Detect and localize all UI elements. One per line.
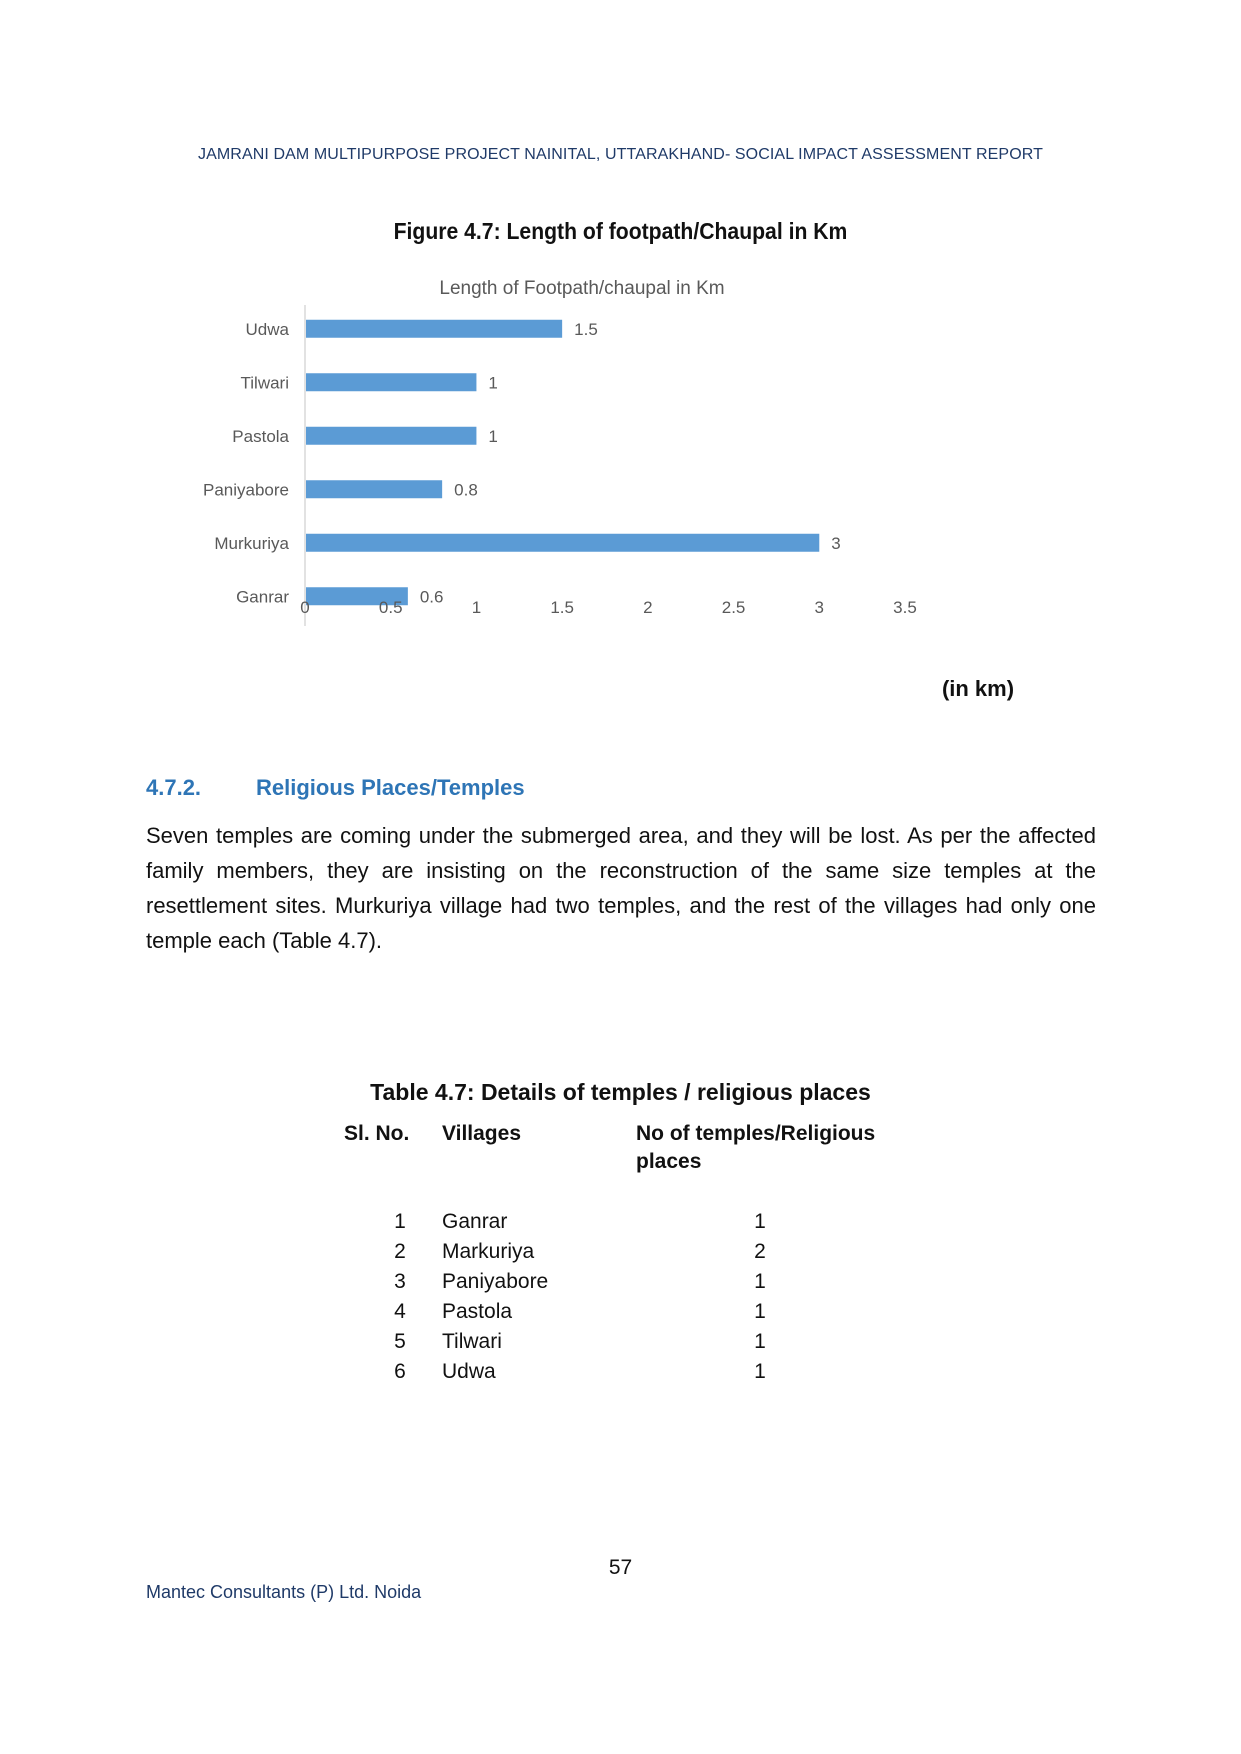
bar-paniyabore (306, 480, 442, 498)
data-label: 1 (488, 426, 498, 446)
cell-count: 1 (754, 1330, 766, 1353)
cell-sl: 6 (394, 1360, 406, 1383)
category-label: Pastola (232, 426, 289, 446)
x-tick-label: 2 (643, 598, 653, 617)
category-label: Udwa (245, 319, 289, 339)
labels-layer (203, 320, 841, 607)
bars-layer (305, 305, 819, 626)
chart-title: Length of Footpath/chaupal in Km (439, 278, 725, 299)
x-tick-label: 1.5 (550, 598, 574, 617)
data-label: 1 (488, 373, 498, 393)
ticks-layer (300, 598, 917, 617)
cell-count: 1 (754, 1210, 766, 1233)
bar-pastola (306, 427, 476, 445)
header-sl-no: Sl. No. (344, 1122, 410, 1145)
cell-count: 2 (754, 1240, 766, 1263)
cell-sl: 1 (394, 1210, 406, 1233)
cell-sl: 5 (394, 1330, 406, 1353)
unit-label: (in km) (941, 676, 1015, 701)
category-label: Tilwari (240, 373, 289, 393)
section-heading (146, 775, 525, 801)
section-title: Religious Places/Temples (256, 775, 525, 800)
category-label: Murkuriya (214, 533, 289, 553)
cell-village: Tilwari (442, 1330, 502, 1353)
x-tick-label: 0.5 (378, 598, 403, 617)
cell-sl: 3 (394, 1270, 406, 1293)
bar-chart (200, 270, 1030, 710)
footer-text: Mantec Consultants (P) Ltd. Noida (146, 1582, 422, 1602)
cell-village: Ganrar (442, 1210, 508, 1233)
cell-village: Pastola (442, 1300, 513, 1323)
table-row (340, 1330, 900, 1360)
data-label: 0.8 (454, 480, 478, 500)
cell-village: Paniyabore (442, 1270, 549, 1293)
x-tick-label: 1 (471, 598, 482, 617)
header-temple-count: No of temples/Religious places (636, 1122, 876, 1173)
x-tick-label: 2.5 (721, 598, 746, 617)
section-number: 4.7.2. (146, 775, 202, 800)
table-row (340, 1300, 900, 1330)
section-paragraph: Seven temples are coming under the submerged area, and they will be lost. As per the affected family members, they are insisting on the reconstruction of the same size temples at the resettlement sites. Murkuriya village had two temples, and the rest of the villages had only one temple each (Table 4.7). (146, 823, 1096, 953)
header-villages: Villages (442, 1122, 521, 1145)
cell-village: Udwa (442, 1360, 496, 1383)
bar-murkuriya (306, 534, 819, 552)
table-row (340, 1270, 900, 1300)
running-header: JAMRANI DAM MULTIPURPOSE PROJECT NAINITAL, UTTARAKHAND- SOCIAL IMPACT ASSESSMENT REPORT (198, 146, 1043, 163)
category-label: Paniyabore (202, 480, 289, 500)
page-number: 57 (608, 1556, 633, 1579)
cell-count: 1 (754, 1300, 766, 1323)
table-row (340, 1240, 900, 1270)
x-tick-label: 0 (300, 598, 310, 617)
cell-count: 1 (754, 1270, 766, 1293)
chart-canvas (200, 270, 1030, 710)
cell-sl: 4 (394, 1300, 406, 1323)
x-tick-label: 3.5 (893, 598, 917, 617)
data-label: 1.5 (574, 319, 598, 339)
cell-village: Markuriya (442, 1240, 535, 1263)
cell-count: 1 (754, 1360, 766, 1383)
data-label: 3 (831, 533, 841, 553)
bar-udwa (306, 320, 562, 338)
bar-tilwari (306, 373, 476, 391)
table-row (340, 1360, 900, 1390)
table-caption: Table 4.7: Details of temples / religious places (370, 1079, 871, 1105)
data-label: 0.6 (419, 587, 444, 607)
x-tick-label: 3 (814, 598, 825, 617)
table-row (340, 1210, 900, 1240)
cell-sl: 2 (394, 1240, 406, 1263)
category-label: Ganrar (236, 587, 289, 607)
figure-caption: Figure 4.7: Length of footpath/Chaupal in Km (393, 218, 848, 244)
